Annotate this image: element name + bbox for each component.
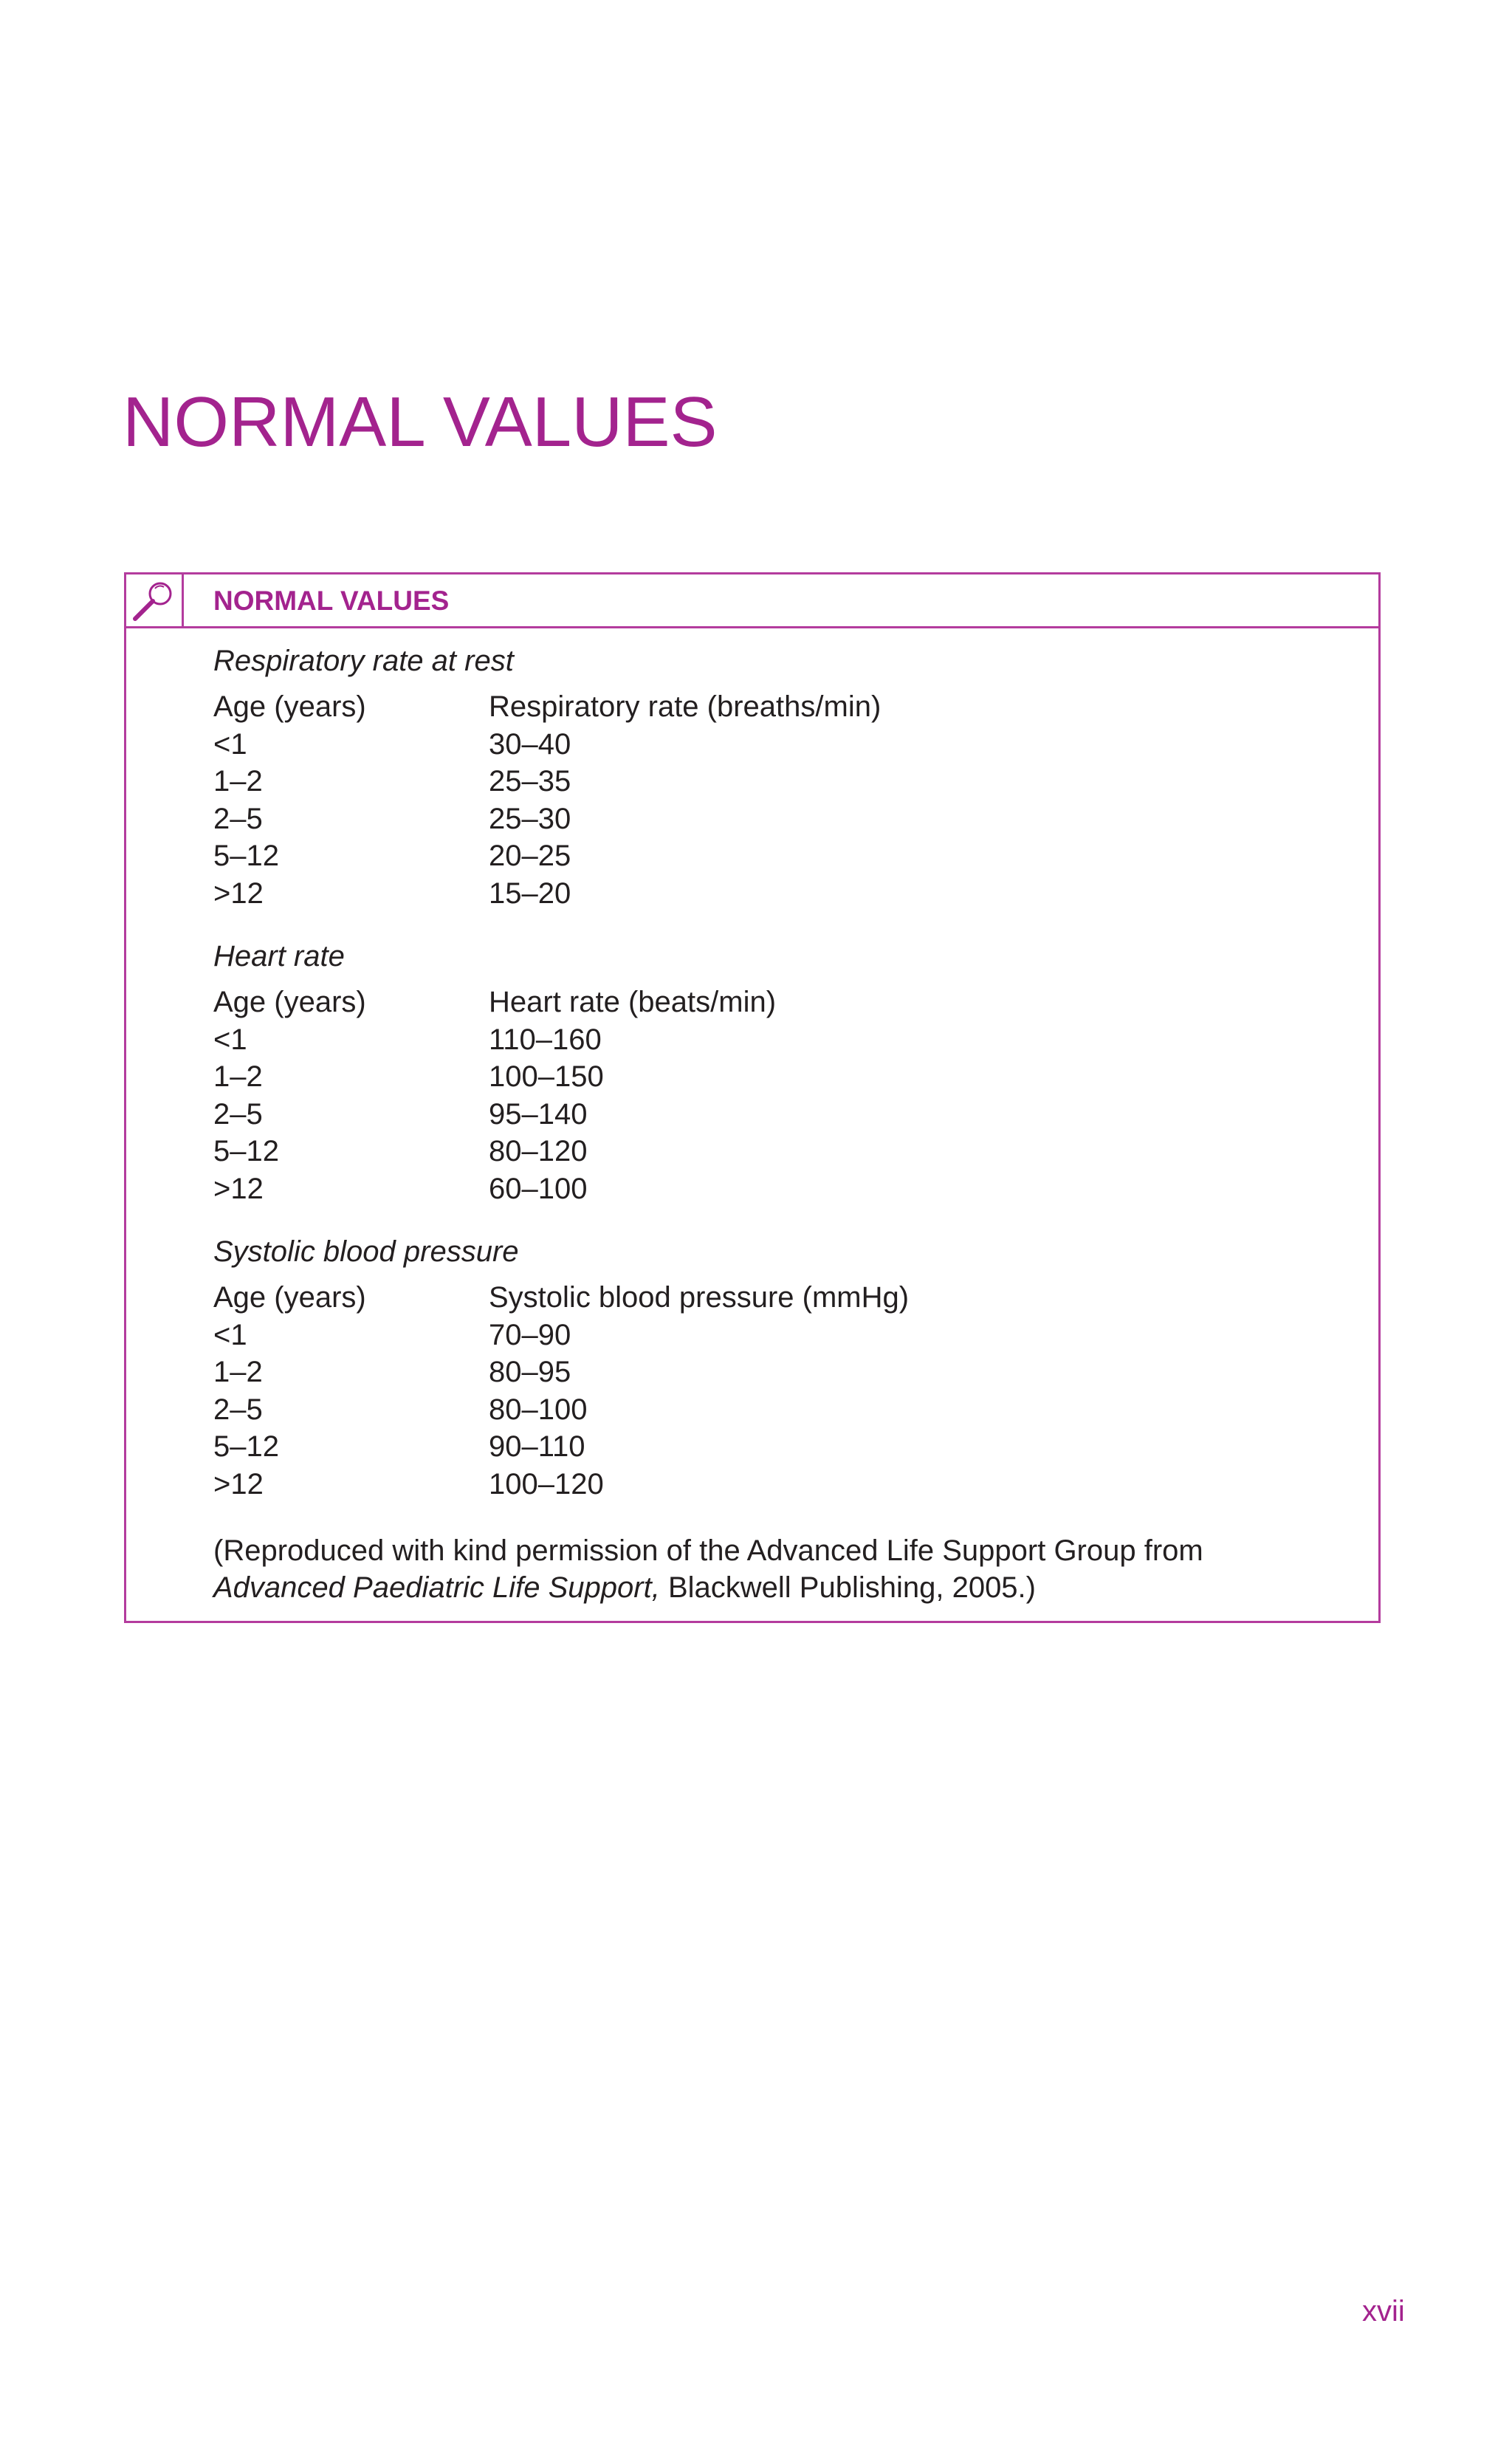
table-row: [213, 1466, 1365, 1503]
table-row: [213, 800, 1365, 838]
column-header-value: Heart rate (beats/min): [489, 986, 777, 1018]
table-header-row: [213, 1279, 1365, 1317]
value-cell: 100–120: [489, 1467, 604, 1500]
table-row: [213, 726, 1365, 764]
value-cell: 70–90: [489, 1318, 571, 1351]
citation-publisher: Blackwell Publishing, 2005.): [659, 1571, 1036, 1604]
value-cell: 90–110: [489, 1430, 585, 1463]
column-header-value: Respiratory rate (breaths/min): [489, 690, 882, 723]
citation-book-title: Advanced Paediatric Life Support,: [213, 1571, 660, 1604]
normal-values-box: [124, 572, 1381, 1623]
table-row: [213, 1133, 1365, 1170]
age-cell: <1: [213, 727, 247, 761]
table-row: [213, 1391, 1365, 1429]
section-systolic-blood-pressure: [213, 1233, 1365, 1503]
age-cell: 5–12: [213, 1430, 279, 1463]
table-header-row: [213, 984, 1365, 1021]
section-title: Heart rate: [213, 940, 345, 973]
age-cell: <1: [213, 1318, 247, 1351]
table-row: [213, 1354, 1365, 1391]
table-row: [213, 763, 1365, 800]
value-cell: 25–30: [489, 802, 571, 835]
table-row: [213, 837, 1365, 875]
age-cell: 2–5: [213, 802, 263, 835]
box-header: [126, 574, 1378, 628]
value-cell: 95–140: [489, 1097, 588, 1131]
table-row: [213, 1428, 1365, 1466]
column-header-age: Age (years): [213, 690, 366, 723]
age-cell: 5–12: [213, 840, 279, 872]
citation: [213, 1532, 1365, 1606]
table-row: [213, 1058, 1365, 1096]
page-title: NORMAL VALUES: [123, 383, 718, 462]
value-cell: 110–160: [489, 1023, 602, 1056]
table-row: [213, 1096, 1365, 1133]
section-title: Respiratory rate at rest: [213, 645, 514, 677]
citation-line: (Reproduced with kind permission of the Advanced Life Support Group from: [213, 1534, 1203, 1567]
column-header-value: Systolic blood pressure (mmHg): [489, 1281, 910, 1314]
section-title: Systolic blood pressure: [213, 1235, 519, 1268]
table-row: [213, 875, 1365, 913]
value-cell: 25–35: [489, 765, 571, 797]
value-cell: 20–25: [489, 840, 571, 872]
column-header-age: Age (years): [213, 986, 366, 1018]
box-content: [213, 642, 1365, 1606]
age-cell: 5–12: [213, 1135, 279, 1167]
section-heart-rate: [213, 938, 1365, 1207]
value-cell: 80–95: [489, 1356, 571, 1388]
age-cell: >12: [213, 1172, 264, 1205]
section-respiratory-rate: [213, 642, 1365, 912]
table-row: [213, 1170, 1365, 1208]
table-header-row: [213, 688, 1365, 726]
value-cell: 80–100: [489, 1393, 588, 1426]
age-cell: 1–2: [213, 1356, 263, 1388]
age-cell: 1–2: [213, 1060, 263, 1093]
age-cell: 2–5: [213, 1393, 263, 1426]
age-cell: <1: [213, 1023, 247, 1056]
magnifying-glass-icon: [129, 577, 181, 623]
value-cell: 15–20: [489, 877, 571, 910]
age-cell: >12: [213, 877, 264, 910]
value-cell: 60–100: [489, 1172, 588, 1205]
age-cell: >12: [213, 1467, 264, 1500]
age-cell: 1–2: [213, 765, 263, 797]
page-number: xvii: [1362, 2295, 1405, 2328]
value-cell: 100–150: [489, 1060, 604, 1093]
value-cell: 80–120: [489, 1135, 588, 1167]
box-icon-cell: [126, 574, 184, 626]
age-cell: 2–5: [213, 1097, 263, 1131]
table-row: [213, 1021, 1365, 1059]
box-heading: NORMAL VALUES: [213, 586, 450, 616]
value-cell: 30–40: [489, 727, 571, 761]
column-header-age: Age (years): [213, 1281, 366, 1314]
table-row: [213, 1317, 1365, 1354]
